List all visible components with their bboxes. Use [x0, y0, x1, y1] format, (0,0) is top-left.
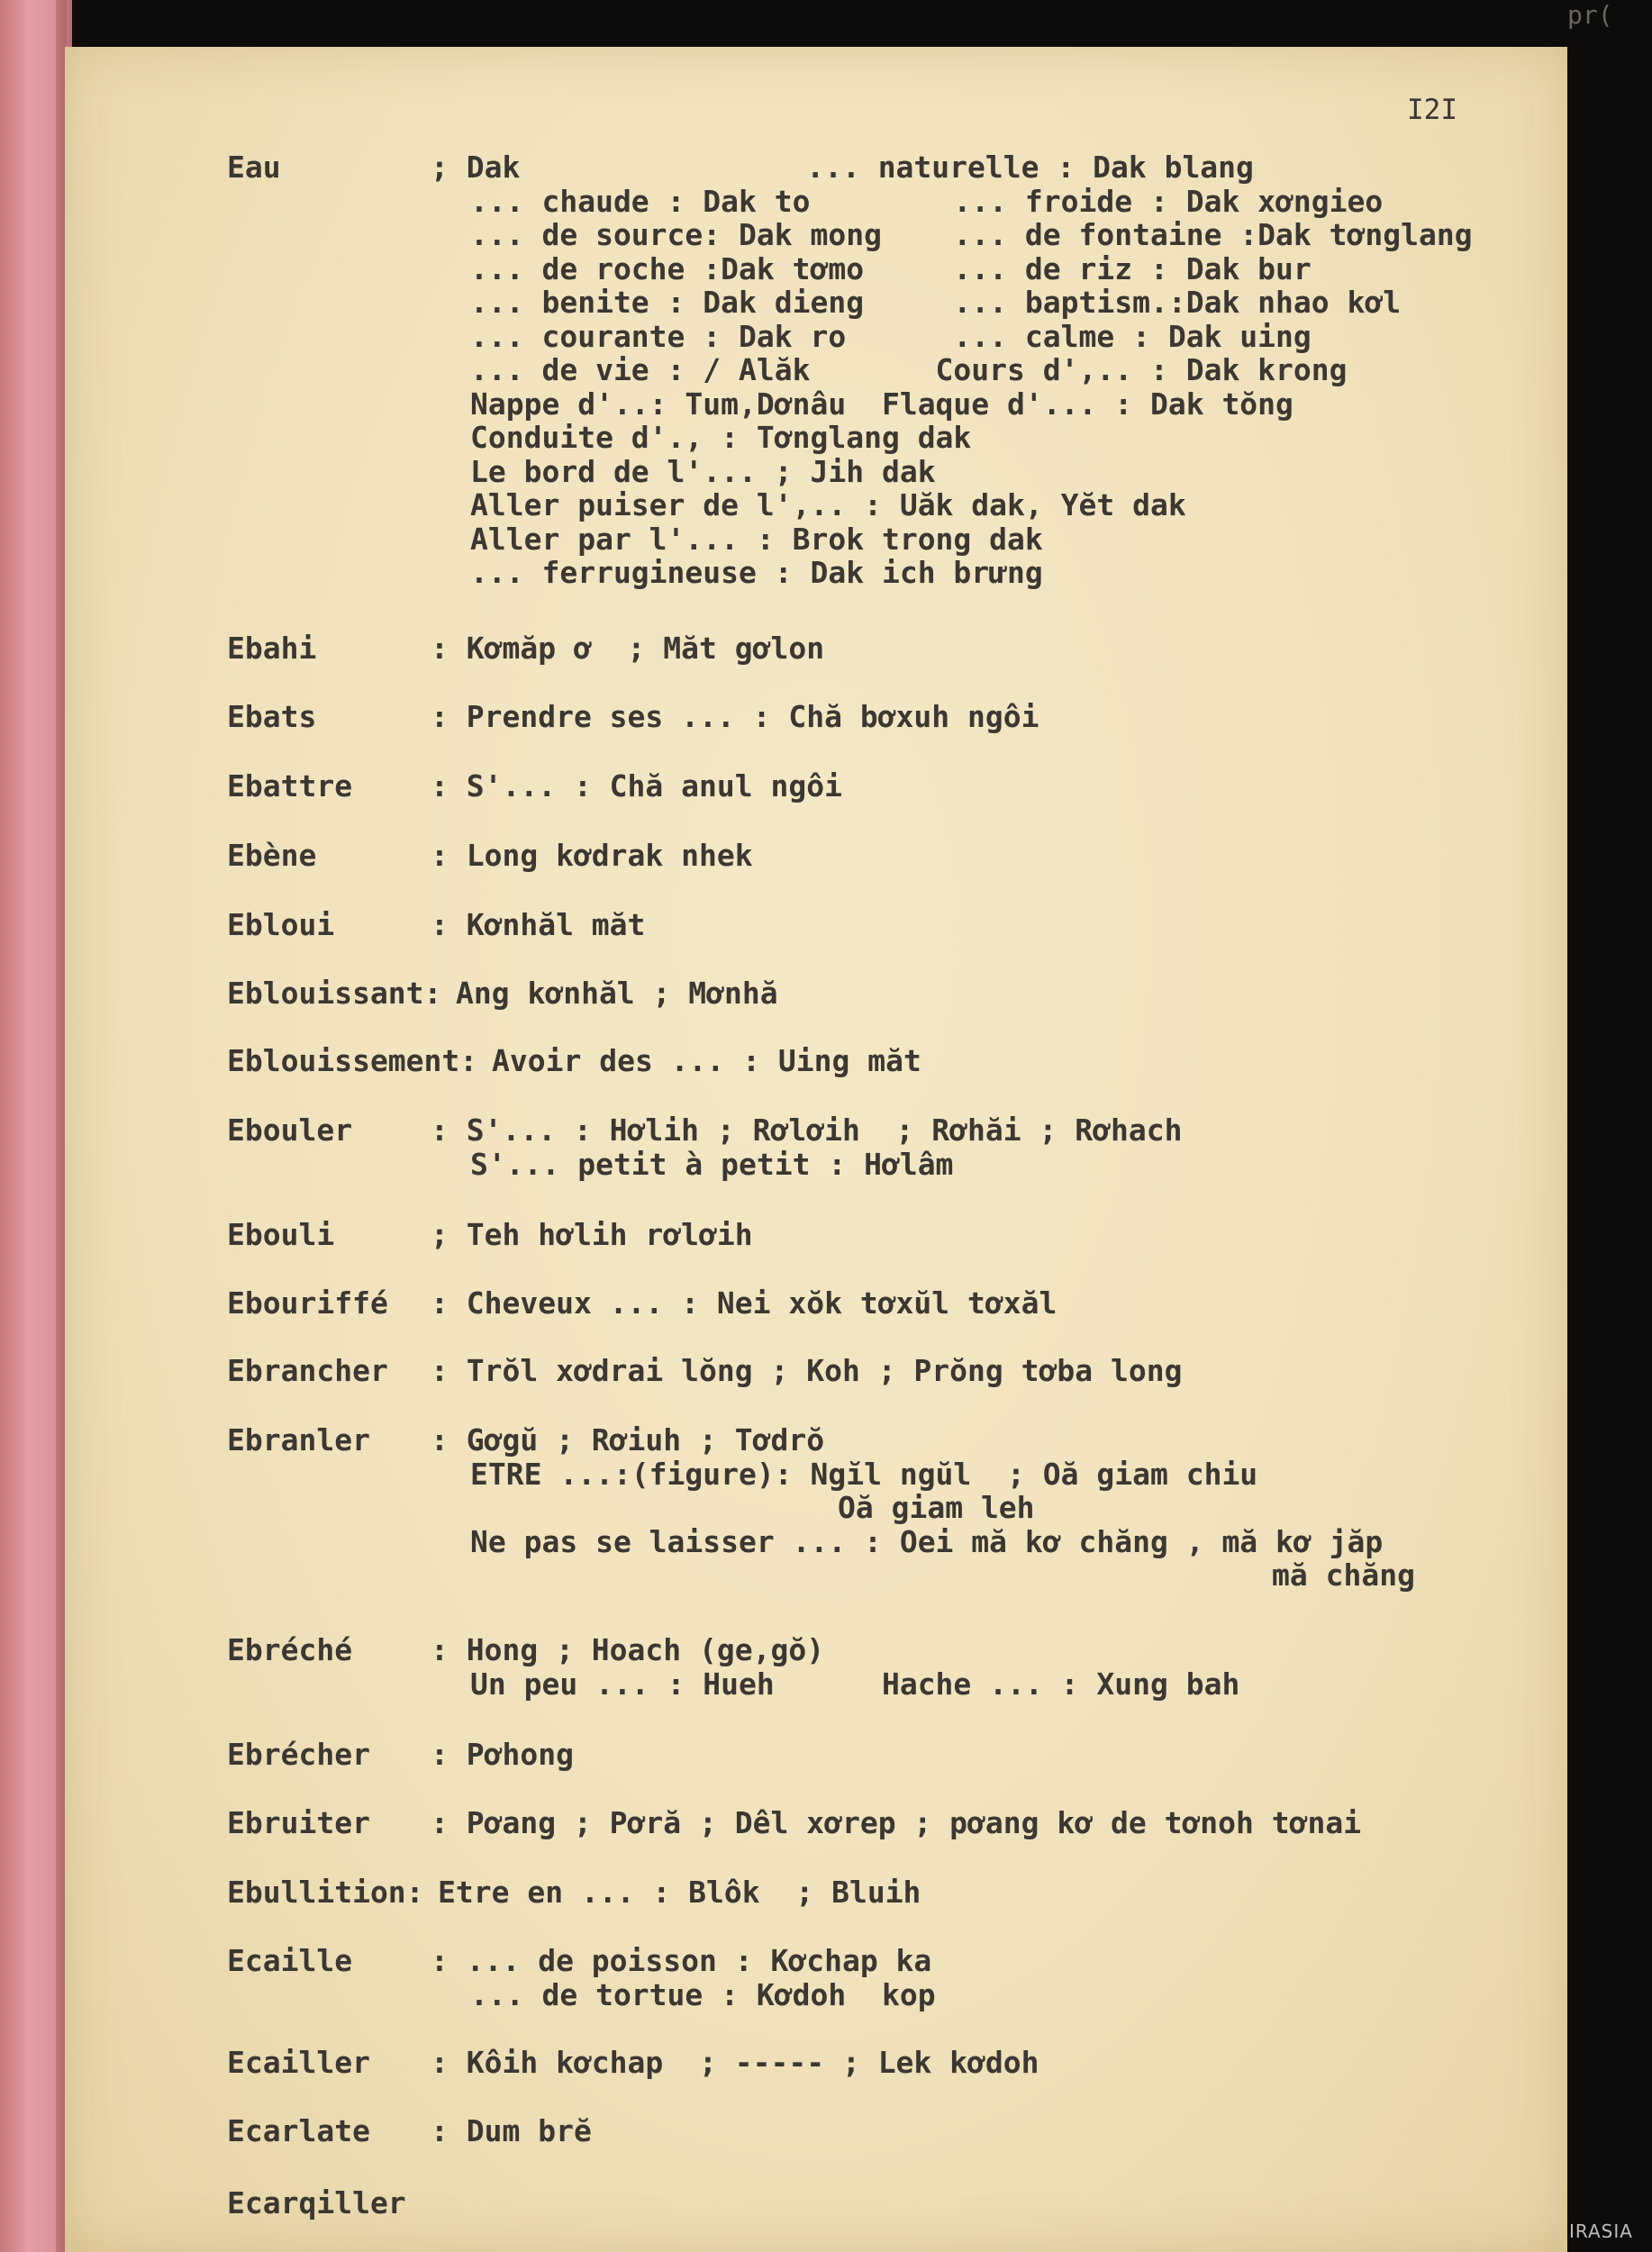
- entry-headword: Eau: [227, 150, 281, 185]
- entry-headword: Ebullition:: [227, 1875, 424, 1910]
- entry-headword: Ebats: [227, 699, 317, 734]
- entry-definition-line: : Pơhong: [431, 1737, 574, 1772]
- entry-definition-line: Le bord de l'... ; Jih dak: [470, 453, 936, 489]
- entry-headword: Ebloui: [227, 907, 335, 942]
- entry-definition-line: Ang kơnhăl ; Mơnhă: [456, 976, 778, 1011]
- entry-definition-line: : Pơang ; Pơră ; Dêl xơrep ; pơang kơ de tơnoh tơnai: [431, 1805, 1362, 1840]
- entry-definition-line: : Cheveux ... : Nei xŏk tơxŭl tơxăl: [431, 1285, 1057, 1321]
- entry-headword: Ecarqiller: [227, 2185, 406, 2220]
- entry-definition-line: Avoir des ... : Uing măt: [492, 1043, 921, 1078]
- entry-definition-line: ... de vie : / Alăk Cours d',.. : Dak krong: [470, 352, 1348, 387]
- entry-definition-line: : ... de poisson : Kơchap ka: [431, 1943, 932, 1978]
- entry-definition-line: Aller puiser de l',.. : Uăk dak, Yĕt dak: [470, 487, 1186, 522]
- entry-headword: Ebattre: [227, 768, 353, 804]
- entry-definition-line: : Kôih kơchap ; ----- ; Lek kơdoh: [431, 2045, 1039, 2080]
- entry-definition-line: Aller par l'... : Brok trong dak: [470, 521, 1043, 557]
- entry-definition-line: : Dum brĕ: [431, 2113, 592, 2148]
- entry-definition-line: ... ferrugineuse : Dak ich brưng: [470, 555, 1043, 590]
- entry-definition-line: : Prendre ses ... : Chă bơxuh ngôi: [431, 699, 1039, 734]
- source-watermark: IRASIA: [1569, 2220, 1633, 2242]
- entry-definition-line: ... de roche :Dak tơmo ... de riz : Dak bur: [470, 250, 1312, 286]
- entry-headword: Ebouler: [227, 1112, 353, 1148]
- entry-headword: Ecaille: [227, 1943, 353, 1978]
- entry-definition-line: Ne pas se laisser ... : Oei mă kơ chăng , mă kơ jăp: [470, 1523, 1384, 1559]
- entry-definition-line: Un peu ... : Hueh Hache ... : Xung bah: [470, 1666, 1240, 1702]
- entry-definition-line: : Hong ; Hoach (ge,gŏ): [431, 1632, 825, 1667]
- entry-definition-line: mă chăng: [1272, 1557, 1415, 1593]
- entry-definition-line: S'... petit à petit : Hơlâm: [470, 1146, 954, 1182]
- entry-definition-line: Oă giam leh: [838, 1490, 1035, 1525]
- entry-headword: Ebréché: [227, 1632, 353, 1667]
- entry-definition-line: ; Teh hơlih rơlơih: [431, 1217, 753, 1252]
- entry-headword: Ebahi: [227, 631, 317, 666]
- entry-headword: Ebranler: [227, 1422, 370, 1457]
- entry-definition-line: Nappe d'..: Tum,Dơnâu Flaque d'... : Dak tŏng: [470, 386, 1293, 422]
- entry-definition-line: : S'... : Hơlih ; Rơlơih ; Rơhăi ; Rơhach: [431, 1112, 1183, 1148]
- entry-definition-line: : Gơgŭ ; Rơiuh ; Tơdrŏ: [431, 1422, 825, 1457]
- entry-headword: Eblouissement:: [227, 1043, 478, 1078]
- entry-definition-line: ... de source: Dak mong ... de fontaine :Dak tơnglang: [470, 217, 1473, 252]
- entry-headword: Ecailler: [227, 2045, 370, 2080]
- entry-headword: Ebrécher: [227, 1737, 370, 1772]
- entry-definition-line: ... chaude : Dak to ... froide : Dak xơngieo: [470, 183, 1384, 219]
- entry-definition-line: ... de tortue : Kơdoh kop: [470, 1976, 936, 2012]
- entry-definition-line: : Long kơdrak nhek: [431, 838, 753, 873]
- entry-definition-line: : Trŏl xơdrai lŏng ; Koh ; Prŏng tơba long: [431, 1353, 1183, 1388]
- entry-definition-line: ... benite : Dak dieng ... baptism.:Dak nhao kơl: [470, 285, 1402, 320]
- corner-text-fragment: pr(: [1567, 0, 1613, 30]
- entry-definition-line: : Kơmăp ơ ; Măt gơlon: [431, 631, 825, 666]
- entry-headword: Ebruiter: [227, 1805, 370, 1840]
- entry-definition-line: ; Dak ... naturelle : Dak blang: [431, 150, 1254, 185]
- entry-definition-line: Conduite d'., : Tơnglang dak: [470, 420, 972, 455]
- entry-definition-line: ETRE ...:(figure): Ngĭl ngŭl ; Oă giam chiu: [470, 1456, 1258, 1492]
- entry-headword: Ebouli: [227, 1217, 335, 1252]
- entry-definition-line: : S'... : Chă anul ngôi: [431, 768, 842, 804]
- entry-definition-line: : Kơnhăl măt: [431, 907, 646, 942]
- entry-headword: Ebrancher: [227, 1353, 388, 1388]
- entry-headword: Ebène: [227, 838, 317, 873]
- entry-headword: Eblouissant:: [227, 976, 442, 1011]
- page-number: I2I: [1407, 94, 1457, 126]
- entry-headword: Ebouriffé: [227, 1285, 388, 1321]
- entry-headword: Ecarlate: [227, 2113, 370, 2148]
- entry-definition-line: Etre en ... : Blôk ; Bluih: [438, 1875, 921, 1910]
- entry-definition-line: ... courante : Dak ro ... calme : Dak uing: [470, 318, 1312, 354]
